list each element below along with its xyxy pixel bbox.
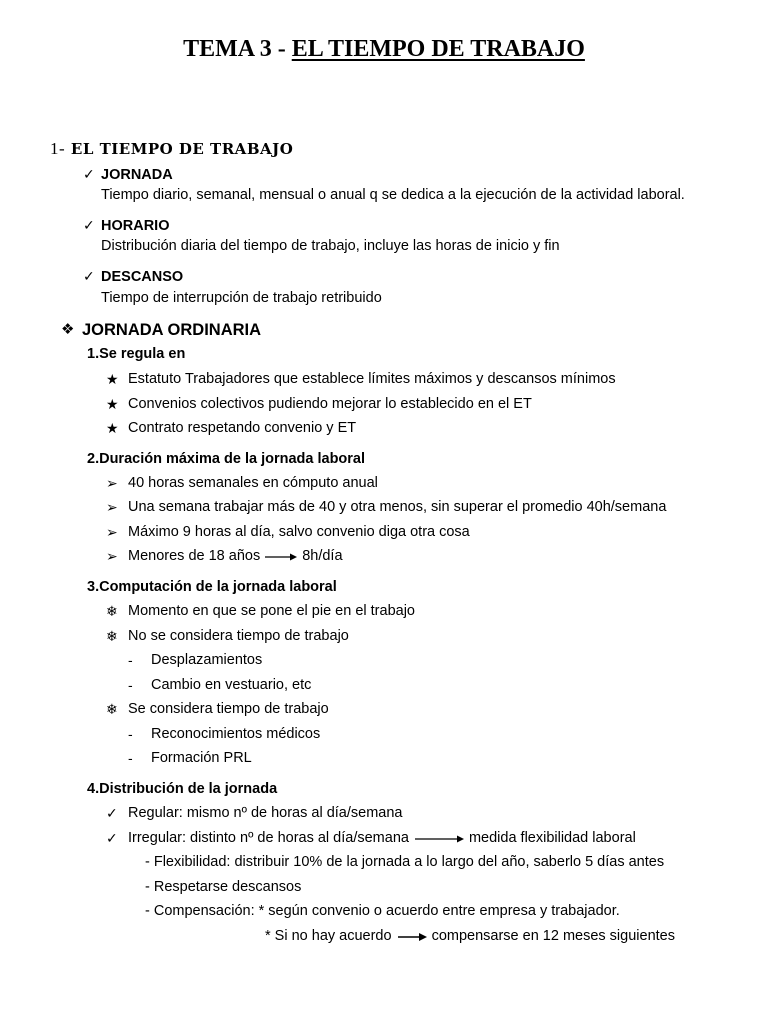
jornada-ordinaria-heading: JORNADA ORDINARIA: [82, 321, 262, 339]
right-arrow-icon: [396, 931, 428, 941]
list-item: Una semana trabajar más de 40 y otra menos, sin superar el promedio 40h/semana: [128, 499, 667, 515]
dash-bullet: -: [128, 677, 133, 693]
list-item: Estatuto Trabajadores que establece límites máximos y descansos mínimos: [128, 371, 616, 387]
subsection-heading-3: 3.Computación de la jornada laboral: [87, 579, 337, 595]
item-text-jornada: Tiempo diario, semanal, mensual o anual q se dedica a la ejecución de la actividad laboral.: [101, 187, 685, 203]
arrowhead-bullet-icon: ➢: [106, 499, 118, 515]
snowflake-icon: ❄: [106, 701, 118, 717]
subsection-heading-2: 2.Duración máxima de la jornada laboral: [87, 451, 366, 467]
sub-list-item: Formación PRL: [151, 750, 252, 766]
detail-line: - Compensación: * según convenio o acuerdo entre empresa y trabajador.: [145, 903, 620, 919]
item-label-jornada: JORNADA: [101, 167, 173, 183]
subsection-heading-4: 4.Distribución de la jornada: [87, 781, 278, 797]
right-arrow-icon: [413, 833, 465, 843]
detail-line: [265, 927, 675, 945]
minors-text: Menores de 18 años: [128, 548, 261, 564]
minors-hours: 8h/día: [302, 548, 343, 564]
list-item: Momento en que se pone el pie en el trabajo: [128, 603, 415, 619]
star-icon: ★: [106, 420, 119, 436]
compensation-text: compensarse en 12 meses siguientes: [431, 928, 675, 944]
section-number: 1-: [50, 139, 66, 158]
list-item: No se considera tiempo de trabajo: [128, 628, 349, 644]
list-item: Regular: mismo nº de horas al día/semana: [128, 805, 403, 821]
title-underlined: EL TIEMPO DE TRABAJO: [291, 36, 585, 62]
dash-bullet: -: [128, 652, 133, 668]
arrowhead-bullet-icon: ➢: [106, 475, 118, 491]
no-agreement-text: * Si no hay acuerdo: [265, 928, 392, 944]
sub-list-item: Desplazamientos: [151, 652, 263, 668]
check-icon: ✓: [83, 166, 95, 182]
section-heading: [50, 138, 293, 160]
dash-bullet: -: [128, 726, 133, 742]
item-label-descanso: DESCANSO: [101, 269, 184, 285]
snowflake-icon: ❄: [106, 628, 118, 644]
check-icon: ✓: [106, 830, 118, 846]
snowflake-icon: ❄: [106, 603, 118, 619]
list-item: [128, 829, 636, 847]
arrowhead-bullet-icon: ➢: [106, 524, 118, 540]
item-text-horario: Distribución diaria del tiempo de trabajo, incluye las horas de inicio y fin: [101, 238, 560, 254]
section-heading-text: EL TIEMPO DE TRABAJO: [70, 140, 294, 158]
list-item: Convenios colectivos pudiendo mejorar lo establecido en el ET: [128, 396, 532, 412]
subsection-heading-1: 1.Se regula en: [87, 346, 186, 362]
irregular-text: Irregular: distinto nº de horas al día/semana: [128, 830, 409, 846]
sub-list-item: Reconocimientos médicos: [151, 726, 321, 742]
list-item: 40 horas semanales en cómputo anual: [128, 475, 378, 491]
list-item: Contrato respetando convenio y ET: [128, 420, 357, 436]
check-icon: ✓: [106, 805, 118, 821]
list-item: Se considera tiempo de trabajo: [128, 701, 329, 717]
page-title: [0, 34, 768, 64]
item-text-descanso: Tiempo de interrupción de trabajo retribuido: [101, 290, 382, 306]
arrowhead-bullet-icon: ➢: [106, 548, 118, 564]
item-label-horario: HORARIO: [101, 218, 170, 234]
list-item: [128, 547, 343, 565]
right-arrow-icon: [264, 551, 298, 561]
list-item: Máximo 9 horas al día, salvo convenio diga otra cosa: [128, 524, 470, 540]
check-icon: ✓: [83, 217, 95, 233]
detail-line: - Flexibilidad: distribuir 10% de la jornada a lo largo del año, saberlo 5 días antes: [145, 854, 665, 870]
flexibility-measure: medida flexibilidad laboral: [468, 830, 636, 846]
dash-bullet: -: [128, 750, 133, 766]
title-prefix: TEMA 3 -: [183, 36, 292, 62]
star-icon: ★: [106, 371, 119, 387]
detail-line: - Respetarse descansos: [145, 879, 302, 895]
sub-list-item: Cambio en vestuario, etc: [151, 677, 312, 693]
check-icon: ✓: [83, 268, 95, 284]
star-icon: ★: [106, 396, 119, 412]
diamond-icon: ❖: [61, 321, 75, 338]
